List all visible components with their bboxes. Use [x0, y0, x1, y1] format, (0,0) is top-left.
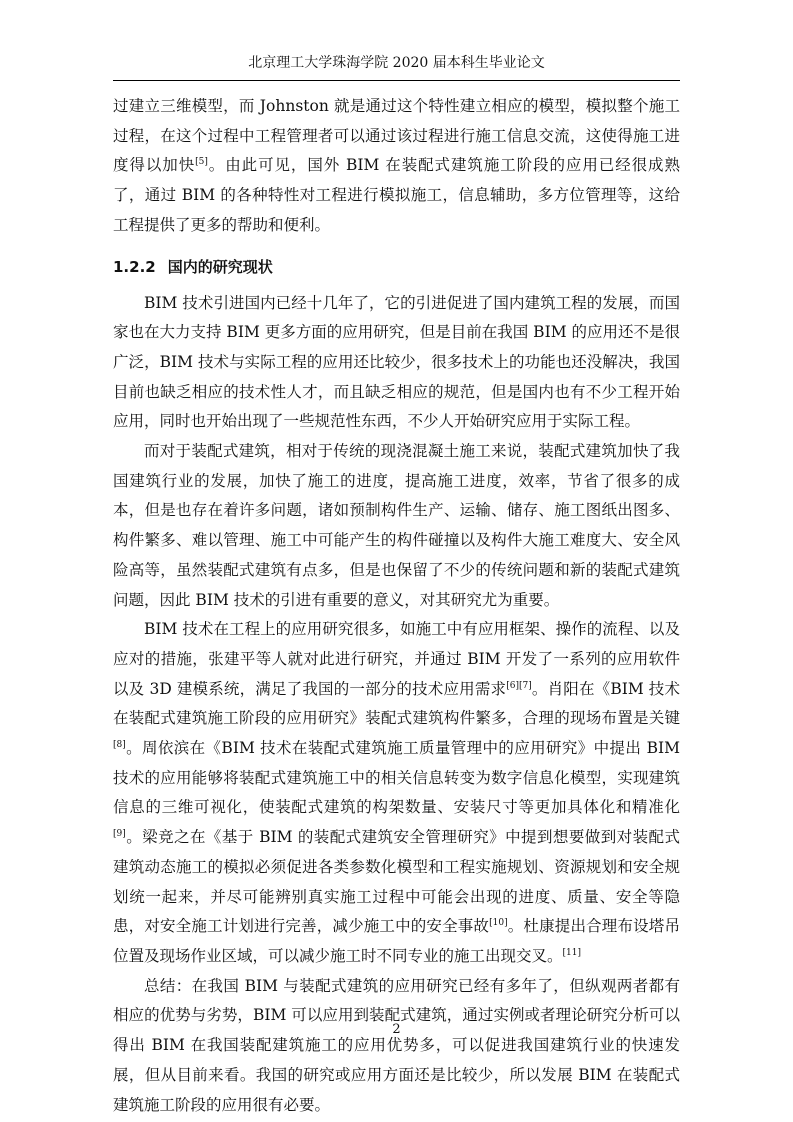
- citation: [6][7]: [506, 680, 532, 691]
- citation: [8]: [113, 740, 126, 751]
- section-title: 国内的研究现状: [167, 257, 273, 276]
- paragraph: 总结：在我国 BIM 与装配式建筑的应用研究已经有多年了，但纵观两者都有相应的优势与劣势，BIM 可以应用到装配式建筑，通过实例或者理论研究分析可以得出 BIM 在我国装配建筑施工的应用优势多，可以促进我国建筑行业的快速发展，但从目前来看。我国的研究或应用方面还是比较少，所以发展 BIM 在装配式建筑施工阶段的应用很有必要。: [113, 976, 680, 1114]
- page-body: [113, 92, 680, 1120]
- citation: [10]: [489, 918, 508, 929]
- paragraph: 过建立三维模型，而 Johnston 就是通过这个特性建立相应的模型，模拟整个施工过程，在这个过程中工程管理者可以通过该过程进行施工信息交流，这使得施工进度得以加快[5]。由此可见，国外 BIM 在装配式建筑施工阶段的应用已经很成熟了，通过 BIM 的各种特性对工程进行模拟施工，信息辅助，多方位管理等，这给工程提供了更多的帮助和便利。: [113, 97, 680, 234]
- section-heading: [113, 255, 680, 279]
- paragraph: BIM 技术引进国内已经十几年了，它的引进促进了国内建筑工程的发展，而国家也在大力支持 BIM 更多方面的应用研究，但是目前在我国 BIM 的应用还不是很广泛，BIM 技术与实际工程的应用还比较少，很多技术上的功能也还没解决，我国目前也缺乏相应的技术性人才，而且缺乏相应的规范，但是国内也有不少工程开始应用，同时也开始出现了一些规范性东西，不少人开始研究应用于实际工程。: [113, 293, 680, 431]
- section-number: 1.2.2: [113, 257, 156, 276]
- citation: [9]: [113, 829, 126, 840]
- paragraph: BIM 技术在工程上的应用研究很多，如施工中有应用框架、操作的流程、以及应对的措施，张建平等人就对此进行研究，并通过 BIM 开发了一系列的应用软件以及 3D 建模系统，满足了我国的一部分的技术应用需求[6][7]。肖阳在《BIM 技术在装配式建筑施工阶段的应用研究》装配式建筑构件繁多，合理的现场布置是关键[8]。周依滨在《BIM 技术在装配式建筑施工质量管理中的应用研究》中提出 BIM 技术的应用能够将装配式建筑施工中的相关信息转变为数字信息化模型，实现建筑信息的三维可视化，使装配式建筑的构架数量、安装尺寸等更加具体化和精准化[9]。梁竞之在《基于 BIM 的装配式建筑安全管理研究》中提到想要做到对装配式建筑动态施工的模拟必须促进各类参数化模型和工程实施规划、资源规划和安全规划统一起来，并尽可能辨别真实施工过程中可能会出现的进度、质量、安全等隐患，对安全施工计划进行完善，减少施工中的安全事故[10]。杜康提出合理布设塔吊位置及现场作业区域，可以减少施工时不同专业的施工出现交叉。[11]: [113, 620, 680, 965]
- citation: [5]: [195, 157, 208, 168]
- header-rule: [113, 80, 680, 81]
- page-number: 2: [392, 1022, 401, 1037]
- citation: [11]: [562, 947, 581, 958]
- paragraph: 而对于装配式建筑，相对于传统的现浇混凝土施工来说，装配式建筑加快了我国建筑行业的发展，加快了施工的进度，提高施工进度，效率，节省了很多的成本，但是也存在着许多问题，诸如预制构件生产、运输、储存、施工图纸出图多、构件繁多、难以管理、施工中可能产生的构件碰撞以及构件大施工难度大、安全风险高等，虽然装配式建筑有点多，但是也保留了不少的传统问题和新的装配式建筑问题，因此 BIM 技术的引进有重要的意义，对其研究尤为重要。: [113, 442, 680, 609]
- running-header: 北京理工大学珠海学院 2020 届本科生毕业论文: [248, 55, 545, 71]
